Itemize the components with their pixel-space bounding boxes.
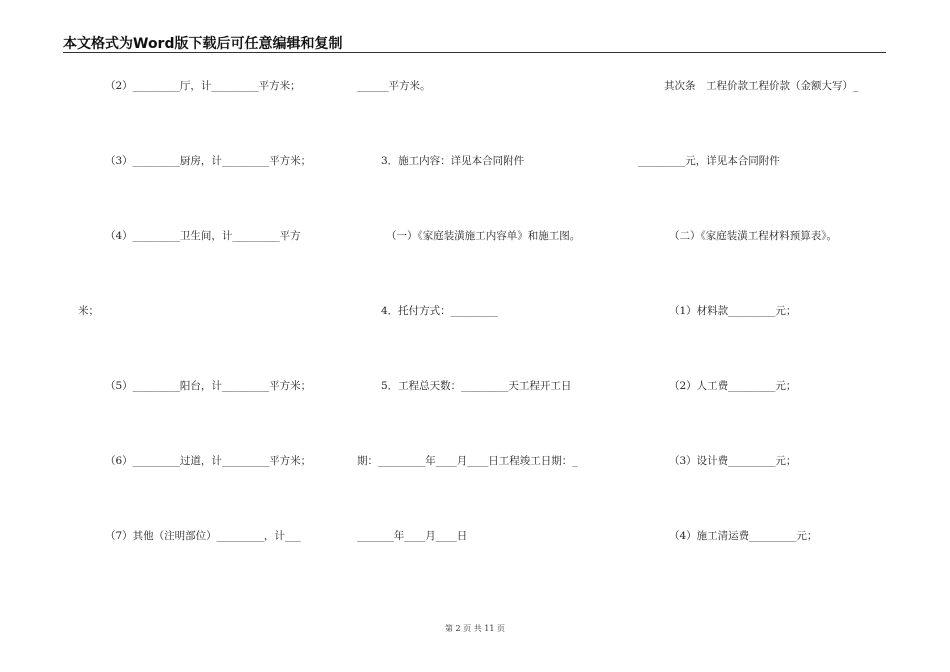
text-line: （6）_________过道，计_________平方米；: [105, 455, 312, 467]
text-line: （3）设计费_________元；: [669, 455, 797, 467]
text-line: （2）_________厅，计_________平方米；: [105, 80, 301, 92]
text-line: 期：_________年____月____日工程竣工日期：_: [357, 455, 578, 467]
text-line: （5）_________阳台，计_________平方米；: [105, 380, 312, 392]
text-line: _________元，详见本合同附件: [638, 155, 780, 167]
header-rule: [63, 52, 886, 53]
text-line: （1）材料款_________元；: [669, 305, 797, 317]
text-line: （4）施工清运费_________元；: [669, 530, 818, 542]
text-line: 其次条 工程价款工程价款（金额大写）_: [664, 80, 859, 92]
text-line: （3）_________厨房，计_________平方米；: [105, 155, 312, 167]
text-line: （一）《家庭装潢施工内容单》和施工图。: [386, 230, 581, 242]
text-line: （2）人工费_________元；: [669, 380, 797, 392]
text-line: 4．托付方式：_________: [381, 305, 498, 317]
text-line: ______平方米。: [357, 80, 431, 92]
text-line: 5．工程总天数：_________天工程开工日: [381, 380, 572, 392]
text-line: _______年____月____日: [357, 530, 468, 542]
page-number: 第 2 页 共 11 页: [445, 624, 505, 633]
text-line: 3．施工内容：详见本合同附件: [381, 155, 525, 167]
text-line: （4）_________卫生间，计_________平方: [105, 230, 301, 242]
text-line: （7）其他（注明部位）_________，计___: [105, 530, 301, 542]
page-header-title: 本文格式为Word版下载后可任意编辑和复制: [63, 36, 343, 52]
text-line: 米；: [78, 305, 99, 317]
text-line: （二）《家庭装潢工程材料预算表》。: [669, 230, 837, 242]
